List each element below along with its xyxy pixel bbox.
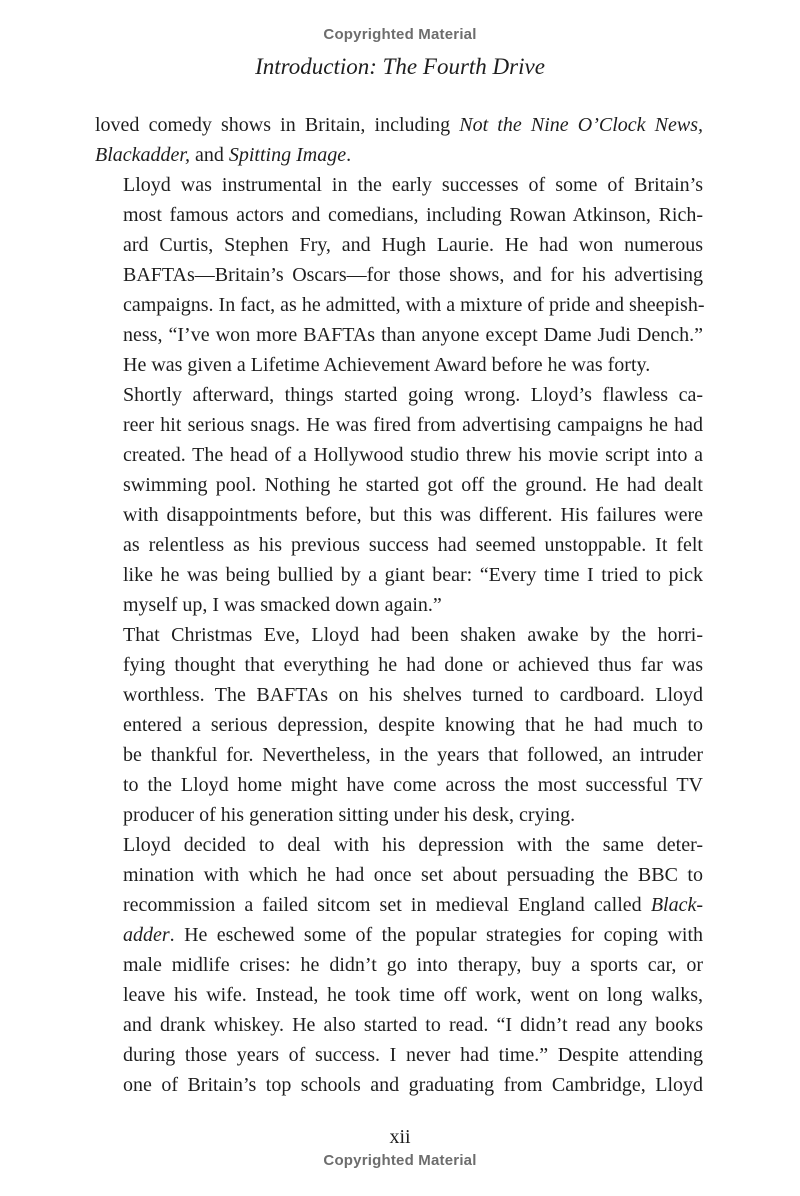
copyright-watermark-bottom: Copyrighted Material — [323, 1152, 477, 1169]
text-run: to the Lloyd home might have come across the most successful TV — [123, 774, 703, 796]
text-line — [95, 710, 703, 740]
italic-title: Not the Nine O’Clock News, — [459, 114, 704, 136]
text-line — [95, 230, 703, 260]
text-run: and drank whiskey. He also started to read. “I didn’t read any books — [123, 1014, 703, 1036]
text-run: loved comedy shows in Britain, including — [95, 114, 460, 136]
page-number: xii — [389, 1126, 411, 1148]
text-run: ard Curtis, Stephen Fry, and Hugh Laurie. He had won numerous — [123, 234, 703, 256]
text-run: as relentless as his previous success had seemed unstoppable. It felt — [123, 534, 703, 556]
text-run: fying thought that everything he had done or achieved thus far was — [123, 654, 703, 676]
text-run: with disappointments before, but this was different. His failures were — [123, 504, 703, 526]
text-line — [95, 830, 703, 860]
text-run: He was given a Lifetime Achievement Award before he was forty. — [123, 354, 651, 376]
text-line — [95, 890, 703, 920]
text-line — [95, 920, 703, 950]
text-line — [95, 1040, 703, 1070]
running-head: Introduction: The Fourth Drive — [255, 54, 545, 79]
text-line — [95, 650, 703, 680]
italic-title: Blackadder, — [95, 144, 190, 166]
text-line — [95, 1010, 703, 1040]
text-run: entered a serious depression, despite knowing that he had much to — [123, 714, 703, 736]
text-run: like he was being bullied by a giant bear: “Every time I tried to pick — [123, 564, 703, 586]
text-line — [95, 410, 703, 440]
text-line — [95, 770, 703, 800]
text-run: mination with which he had once set about persuading the BBC to — [123, 864, 703, 886]
text-line — [95, 260, 703, 290]
text-line — [95, 980, 703, 1010]
text-run: one of Britain’s top schools and graduating from Cambridge, Lloyd — [123, 1074, 703, 1096]
italic-title: adder — [123, 924, 170, 946]
text-run: during those years of success. I never had time.” Despite attending — [123, 1044, 703, 1066]
text-run: reer hit serious snags. He was fired from advertising campaigns he had — [123, 414, 703, 436]
text-line — [95, 1070, 703, 1100]
text-run: That Christmas Eve, Lloyd had been shaken awake by the horri- — [123, 624, 703, 646]
text-line — [95, 620, 703, 650]
text-line — [95, 350, 703, 380]
text-run: Shortly afterward, things started going wrong. Lloyd’s flawless ca- — [123, 384, 703, 406]
text-line — [95, 950, 703, 980]
text-line — [95, 140, 703, 170]
text-line — [95, 200, 703, 230]
text-line — [95, 440, 703, 470]
text-run: leave his wife. Instead, he took time off work, went on long walks, — [123, 984, 703, 1006]
text-line — [95, 470, 703, 500]
text-run: BAFTAs—Britain’s Oscars—for those shows, and for his advertising — [123, 264, 703, 286]
body-text — [95, 110, 703, 1100]
text-line — [95, 110, 703, 140]
text-run: male midlife crises: he didn’t go into therapy, buy a sports car, or — [123, 954, 703, 976]
text-run: and — [189, 144, 229, 166]
text-run: Lloyd was instrumental in the early successes of some of Britain’s — [123, 174, 703, 196]
text-run: producer of his generation sitting under his desk, crying. — [123, 804, 576, 826]
text-line — [95, 290, 703, 320]
text-run: myself up, I was smacked down again.” — [123, 594, 442, 616]
paragraph — [95, 170, 703, 380]
text-line — [95, 800, 703, 830]
text-run: swimming pool. Nothing he started got off the ground. He had dealt — [123, 474, 703, 496]
text-line — [95, 170, 703, 200]
text-run: . — [346, 144, 352, 166]
paragraph — [95, 380, 703, 620]
paragraph — [95, 110, 703, 170]
text-run: Lloyd decided to deal with his depression with the same deter- — [123, 834, 703, 856]
text-line — [95, 320, 703, 350]
text-line — [95, 500, 703, 530]
paragraph — [95, 830, 703, 1100]
text-line — [95, 530, 703, 560]
italic-title: Black- — [650, 894, 703, 916]
copyright-watermark-top: Copyrighted Material — [323, 26, 477, 43]
text-line — [95, 680, 703, 710]
text-run: most famous actors and comedians, including Rowan Atkinson, Rich- — [123, 204, 703, 226]
text-line — [95, 590, 703, 620]
text-run: recommission a failed sitcom set in medieval England called — [123, 894, 651, 916]
text-run: be thankful for. Nevertheless, in the years that followed, an intruder — [123, 744, 703, 766]
text-run: campaigns. In fact, as he admitted, with a mixture of pride and sheepish- — [123, 294, 705, 316]
text-line — [95, 860, 703, 890]
text-run: . He eschewed some of the popular strategies for coping with — [169, 924, 703, 946]
text-run: created. The head of a Hollywood studio threw his movie script into a — [123, 444, 703, 466]
text-run: ness, “I’ve won more BAFTAs than anyone except Dame Judi Dench.” — [123, 324, 703, 346]
text-line — [95, 740, 703, 770]
text-line — [95, 380, 703, 410]
text-run: worthless. The BAFTAs on his shelves turned to cardboard. Lloyd — [123, 684, 703, 706]
text-line — [95, 560, 703, 590]
paragraph — [95, 620, 703, 830]
italic-title: Spitting Image — [228, 144, 347, 166]
